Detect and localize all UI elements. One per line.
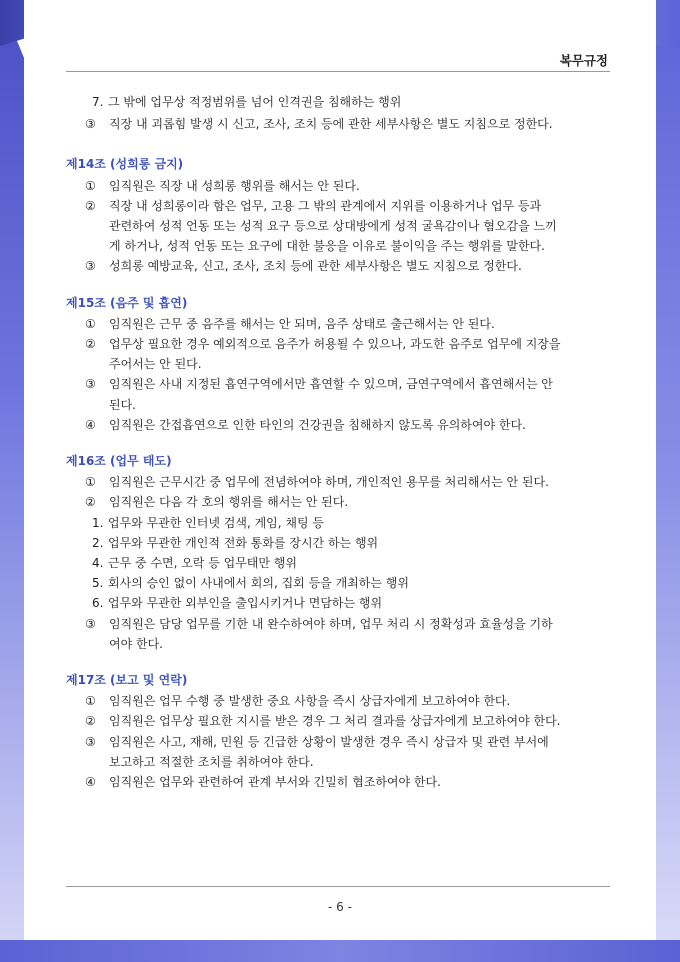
clause: ③ 임직원은 담당 업무를 기한 내 완수하여야 하며, 업무 처리 시 정확성과 효율성을 기하 xyxy=(85,616,553,631)
header-divider xyxy=(66,71,610,72)
article-14-title: 제14조 (성희롱 금지) xyxy=(66,157,184,172)
page-number: - 6 - xyxy=(328,900,352,914)
clause-continuation: 관련하여 성적 언동 또는 성적 요구 등으로 상대방에게 성적 굴욕감이나 혐오감을 느끼 xyxy=(109,219,557,234)
clause-continuation: 주어서는 안 된다. xyxy=(109,357,202,372)
clause: ④ 임직원은 업무와 관련하여 관계 부서와 긴밀히 협조하여야 한다. xyxy=(85,775,441,790)
article-15-title: 제15조 (음주 및 흡연) xyxy=(66,295,188,310)
list-item: 2. 업무와 무관한 개인적 전화 통화를 장시간 하는 행위 xyxy=(92,535,379,550)
clause-continuation: 된다. xyxy=(109,397,136,412)
clause: ④ 임직원은 간접흡연으로 인한 타인의 건강권을 침해하지 않도록 유의하여야 한다. xyxy=(85,417,526,432)
clause-continuation: 게 하거나, 성적 언동 또는 요구에 대한 불응을 이유로 불이익을 주는 행위를 말한다. xyxy=(109,239,545,254)
clause-continuation: 여야 한다. xyxy=(109,636,163,651)
clause: ① 임직원은 근무 중 음주를 해서는 안 되며, 음주 상태로 출근해서는 안 된다. xyxy=(85,316,495,331)
list-item: 7. 그 밖에 업무상 적정범위를 넘어 인격권을 침해하는 행위 xyxy=(92,95,402,109)
clause: ③ 임직원은 사내 지정된 흡연구역에서만 흡연할 수 있으며, 금연구역에서 흡연해서는 안 xyxy=(85,377,553,392)
list-item: 1. 업무와 무관한 인터넷 검색, 게임, 채팅 등 xyxy=(92,515,324,530)
right-decoration xyxy=(656,0,680,962)
bottom-decoration xyxy=(0,940,680,962)
clause: ① 임직원은 직장 내 성희롱 행위를 해서는 안 된다. xyxy=(85,178,360,193)
clause: ② 업무상 필요한 경우 예외적으로 음주가 허용될 수 있으나, 과도한 음주로 업무에 지장을 xyxy=(85,337,561,352)
clause: ③ 성희롱 예방교육, 신고, 조사, 조치 등에 관한 세부사항은 별도 지침으로 정한다. xyxy=(85,259,522,274)
document-body xyxy=(66,92,612,792)
clause: ① 임직원은 근무시간 중 업무에 전념하여야 하며, 개인적인 용무를 처리해서는 안 된다. xyxy=(85,475,549,490)
clause: ③ 임직원은 사고, 재해, 민원 등 긴급한 상황이 발생한 경우 즉시 상급자 및 관련 부서에 xyxy=(85,734,549,749)
header-title: 복무규정 xyxy=(559,53,608,68)
left-decoration xyxy=(0,0,24,962)
clause: ③ 직장 내 괴롭힘 발생 시 신고, 조사, 조치 등에 관한 세부사항은 별도 지침으로 정한다. xyxy=(85,117,553,132)
list-item: 5. 회사의 승인 없이 사내에서 회의, 집회 등을 개최하는 행위 xyxy=(92,576,409,591)
article-17-title: 제17조 (보고 및 연락) xyxy=(66,673,188,688)
clause: ② 임직원은 다음 각 호의 행위를 해서는 안 된다. xyxy=(85,495,349,510)
list-item: 6. 업무와 무관한 외부인을 출입시키거나 면담하는 행위 xyxy=(92,596,383,611)
clause-continuation: 보고하고 적절한 조치를 취하여야 한다. xyxy=(109,754,314,769)
article-16-title: 제16조 (업무 태도) xyxy=(66,454,172,469)
list-item: 4. 근무 중 수면, 오락 등 업무태만 행위 xyxy=(92,556,297,571)
clause: ② 직장 내 성희롱이라 함은 업무, 고용 그 밖의 관계에서 지위를 이용하거나 업무 등과 xyxy=(85,198,542,213)
clause: ① 임직원은 업무 수행 중 발생한 중요 사항을 즉시 상급자에게 보고하여야 한다. xyxy=(85,694,511,709)
clause: ② 임직원은 업무상 필요한 지시를 받은 경우 그 처리 결과를 상급자에게 보고하여야 한다. xyxy=(85,714,561,729)
footer-divider xyxy=(66,886,610,887)
